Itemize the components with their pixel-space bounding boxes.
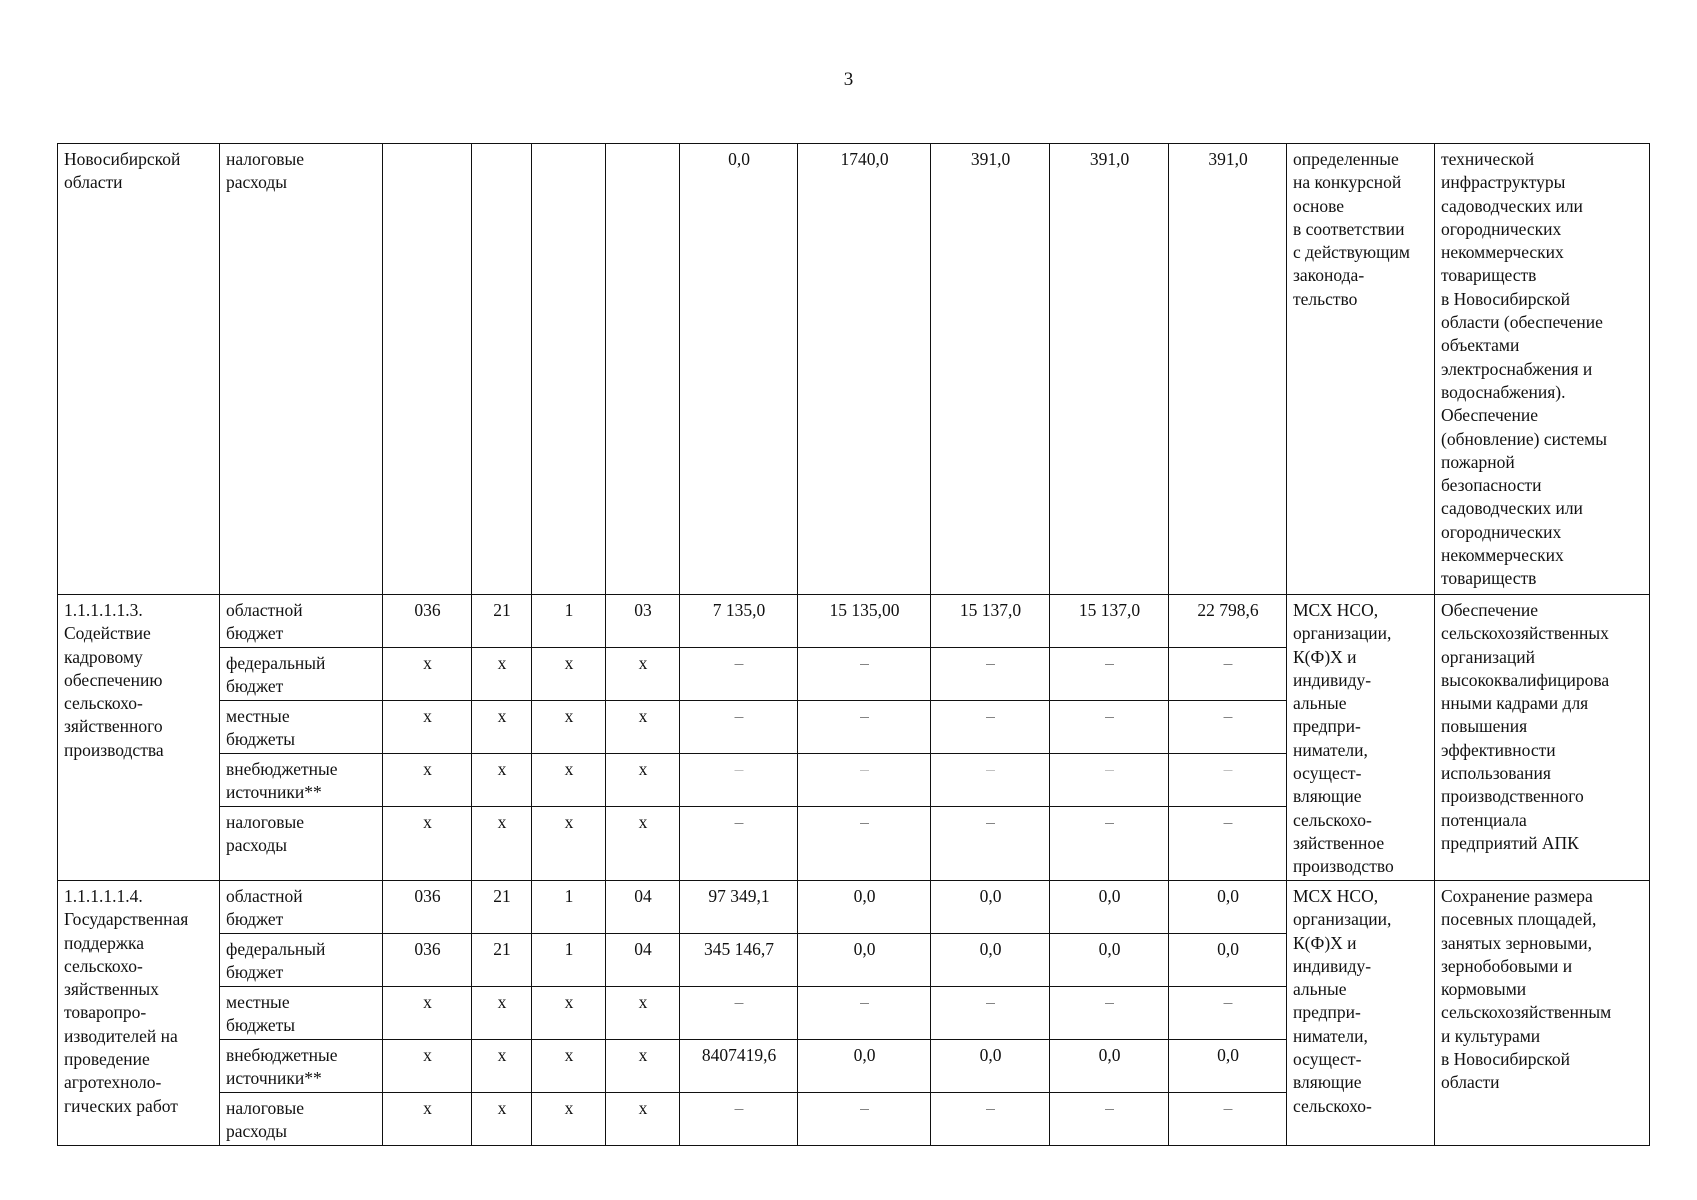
value-cell: 22 798,6 bbox=[1169, 595, 1287, 648]
table-row bbox=[58, 881, 1650, 934]
value-cell: – bbox=[931, 648, 1050, 701]
code-cell: х bbox=[472, 701, 532, 754]
code-cell: 21 bbox=[472, 934, 532, 987]
value-cell: 15 135,00 bbox=[798, 595, 931, 648]
code-cell: 03 bbox=[606, 595, 680, 648]
code-cell: х bbox=[532, 648, 606, 701]
value-cell: 0,0 bbox=[931, 881, 1050, 934]
value-cell: 0,0 bbox=[1169, 1040, 1287, 1093]
result-cell: Обеспечение сельскохозяйственных организаций высококвалифицирова нными кадрами для повышения эффективности использования производственного потенциала предприятий АПК bbox=[1435, 595, 1650, 881]
value-cell: – bbox=[1169, 701, 1287, 754]
code-cell: х bbox=[606, 1040, 680, 1093]
value-cell: 0,0 bbox=[680, 144, 798, 595]
value-cell: 0,0 bbox=[1169, 934, 1287, 987]
funding-source-cell: областной бюджет bbox=[220, 881, 383, 934]
code-cell: 21 bbox=[472, 881, 532, 934]
executor-cell: МСХ НСО, организации, К(Ф)Х и индивиду- альные предпри- ниматели, осущест- вляющие сельскохо- bbox=[1287, 881, 1435, 1146]
value-cell: 0,0 bbox=[798, 1040, 931, 1093]
result-cell: Сохранение размера посевных площадей, занятых зерновыми, зернобобовыми и кормовыми сельскохозяйственным и культурами в Новосибирской области bbox=[1435, 881, 1650, 1146]
value-cell: – bbox=[931, 701, 1050, 754]
value-cell: 97 349,1 bbox=[680, 881, 798, 934]
funding-source-cell: внебюджетные источники** bbox=[220, 1040, 383, 1093]
value-cell: – bbox=[680, 807, 798, 881]
code-cell: х bbox=[472, 648, 532, 701]
code-cell: х bbox=[606, 648, 680, 701]
value-cell: – bbox=[1050, 648, 1169, 701]
value-cell: – bbox=[798, 1093, 931, 1146]
value-cell: 8407419,6 bbox=[680, 1040, 798, 1093]
measure-name-cell: 1.1.1.1.1.4. Государственная поддержка сельскохо- зяйственных товаропро- изводителей на проведение агротехноло- гических работ bbox=[58, 881, 220, 1146]
value-cell: – bbox=[931, 1093, 1050, 1146]
value-cell: – bbox=[680, 754, 798, 807]
value-cell: 391,0 bbox=[1169, 144, 1287, 595]
value-cell: – bbox=[1169, 987, 1287, 1040]
value-cell: – bbox=[931, 987, 1050, 1040]
code-cell: х bbox=[383, 987, 472, 1040]
value-cell: 0,0 bbox=[931, 1040, 1050, 1093]
value-cell: – bbox=[798, 701, 931, 754]
value-cell: 0,0 bbox=[1050, 934, 1169, 987]
code-cell: х bbox=[383, 754, 472, 807]
page-number: 3 bbox=[843, 69, 854, 90]
code-cell: х bbox=[383, 807, 472, 881]
program-table bbox=[57, 143, 1650, 1146]
value-cell: 0,0 bbox=[931, 934, 1050, 987]
table-row bbox=[58, 595, 1650, 648]
funding-source-cell: налоговые расходы bbox=[220, 144, 383, 595]
code-cell: х bbox=[532, 987, 606, 1040]
value-cell: – bbox=[680, 1093, 798, 1146]
value-cell: – bbox=[798, 987, 931, 1040]
code-cell: х bbox=[383, 1040, 472, 1093]
code-cell bbox=[532, 144, 606, 595]
value-cell: – bbox=[931, 754, 1050, 807]
code-cell: х bbox=[472, 807, 532, 881]
measure-name-cell: 1.1.1.1.1.3. Содействие кадровому обеспечению сельскохо- зяйственного производства bbox=[58, 595, 220, 881]
funding-source-cell: федеральный бюджет bbox=[220, 648, 383, 701]
value-cell: 0,0 bbox=[798, 881, 931, 934]
code-cell: 036 bbox=[383, 595, 472, 648]
code-cell: х bbox=[606, 987, 680, 1040]
code-cell: 1 bbox=[532, 934, 606, 987]
value-cell: 391,0 bbox=[931, 144, 1050, 595]
value-cell: 15 137,0 bbox=[931, 595, 1050, 648]
executor-cell: МСХ НСО, организации, К(Ф)Х и индивиду- альные предпри- ниматели, осущест- вляющие сельскохо- зяйственное производство bbox=[1287, 595, 1435, 881]
funding-source-cell: федеральный бюджет bbox=[220, 934, 383, 987]
funding-source-cell: налоговые расходы bbox=[220, 1093, 383, 1146]
measure-name-cell: Новосибирской области bbox=[58, 144, 220, 595]
funding-source-cell: областной бюджет bbox=[220, 595, 383, 648]
code-cell: х bbox=[472, 987, 532, 1040]
code-cell: 04 bbox=[606, 881, 680, 934]
value-cell: – bbox=[680, 987, 798, 1040]
funding-source-cell: местные бюджеты bbox=[220, 987, 383, 1040]
value-cell: – bbox=[1169, 754, 1287, 807]
code-cell: 036 bbox=[383, 881, 472, 934]
value-cell: – bbox=[680, 648, 798, 701]
value-cell: 0,0 bbox=[1169, 881, 1287, 934]
code-cell: х bbox=[606, 754, 680, 807]
code-cell: х bbox=[606, 701, 680, 754]
code-cell: х bbox=[532, 807, 606, 881]
value-cell: 7 135,0 bbox=[680, 595, 798, 648]
code-cell: х bbox=[532, 754, 606, 807]
value-cell: – bbox=[680, 701, 798, 754]
value-cell: 0,0 bbox=[1050, 1040, 1169, 1093]
code-cell: х bbox=[383, 701, 472, 754]
code-cell: х bbox=[532, 701, 606, 754]
code-cell: х bbox=[383, 648, 472, 701]
value-cell: 345 146,7 bbox=[680, 934, 798, 987]
value-cell: 0,0 bbox=[798, 934, 931, 987]
value-cell: – bbox=[798, 807, 931, 881]
value-cell: – bbox=[1169, 807, 1287, 881]
code-cell bbox=[606, 144, 680, 595]
code-cell bbox=[383, 144, 472, 595]
code-cell: 04 bbox=[606, 934, 680, 987]
value-cell: 1740,0 bbox=[798, 144, 931, 595]
code-cell: х bbox=[472, 754, 532, 807]
code-cell: 1 bbox=[532, 881, 606, 934]
code-cell: х bbox=[472, 1040, 532, 1093]
table-row bbox=[58, 144, 1650, 595]
code-cell: х bbox=[532, 1040, 606, 1093]
code-cell: х bbox=[606, 1093, 680, 1146]
value-cell: 0,0 bbox=[1050, 881, 1169, 934]
code-cell: х bbox=[472, 1093, 532, 1146]
code-cell: 1 bbox=[532, 595, 606, 648]
value-cell: – bbox=[1169, 1093, 1287, 1146]
value-cell: – bbox=[1050, 701, 1169, 754]
value-cell: – bbox=[931, 807, 1050, 881]
value-cell: – bbox=[798, 754, 931, 807]
code-cell: 036 bbox=[383, 934, 472, 987]
funding-source-cell: налоговые расходы bbox=[220, 807, 383, 881]
value-cell: 15 137,0 bbox=[1050, 595, 1169, 648]
code-cell bbox=[472, 144, 532, 595]
value-cell: – bbox=[1050, 754, 1169, 807]
funding-source-cell: внебюджетные источники** bbox=[220, 754, 383, 807]
code-cell: х bbox=[383, 1093, 472, 1146]
value-cell: – bbox=[1169, 648, 1287, 701]
value-cell: – bbox=[798, 648, 931, 701]
executor-cell: определенные на конкурсной основе в соответствии с действующим законода- тельство bbox=[1287, 144, 1435, 595]
code-cell: х bbox=[606, 807, 680, 881]
code-cell: 21 bbox=[472, 595, 532, 648]
value-cell: – bbox=[1050, 987, 1169, 1040]
result-cell: технической инфраструктуры садоводческих или огороднических некоммерческих товариществ в Новосибирской области (обеспечение объектами электроснабжения и водоснабжения). Обеспечение (обновление) системы пожарной безопасности садоводческих или огороднических некоммерческих товариществ bbox=[1435, 144, 1650, 595]
value-cell: – bbox=[1050, 807, 1169, 881]
value-cell: 391,0 bbox=[1050, 144, 1169, 595]
value-cell: – bbox=[1050, 1093, 1169, 1146]
funding-source-cell: местные бюджеты bbox=[220, 701, 383, 754]
code-cell: х bbox=[532, 1093, 606, 1146]
